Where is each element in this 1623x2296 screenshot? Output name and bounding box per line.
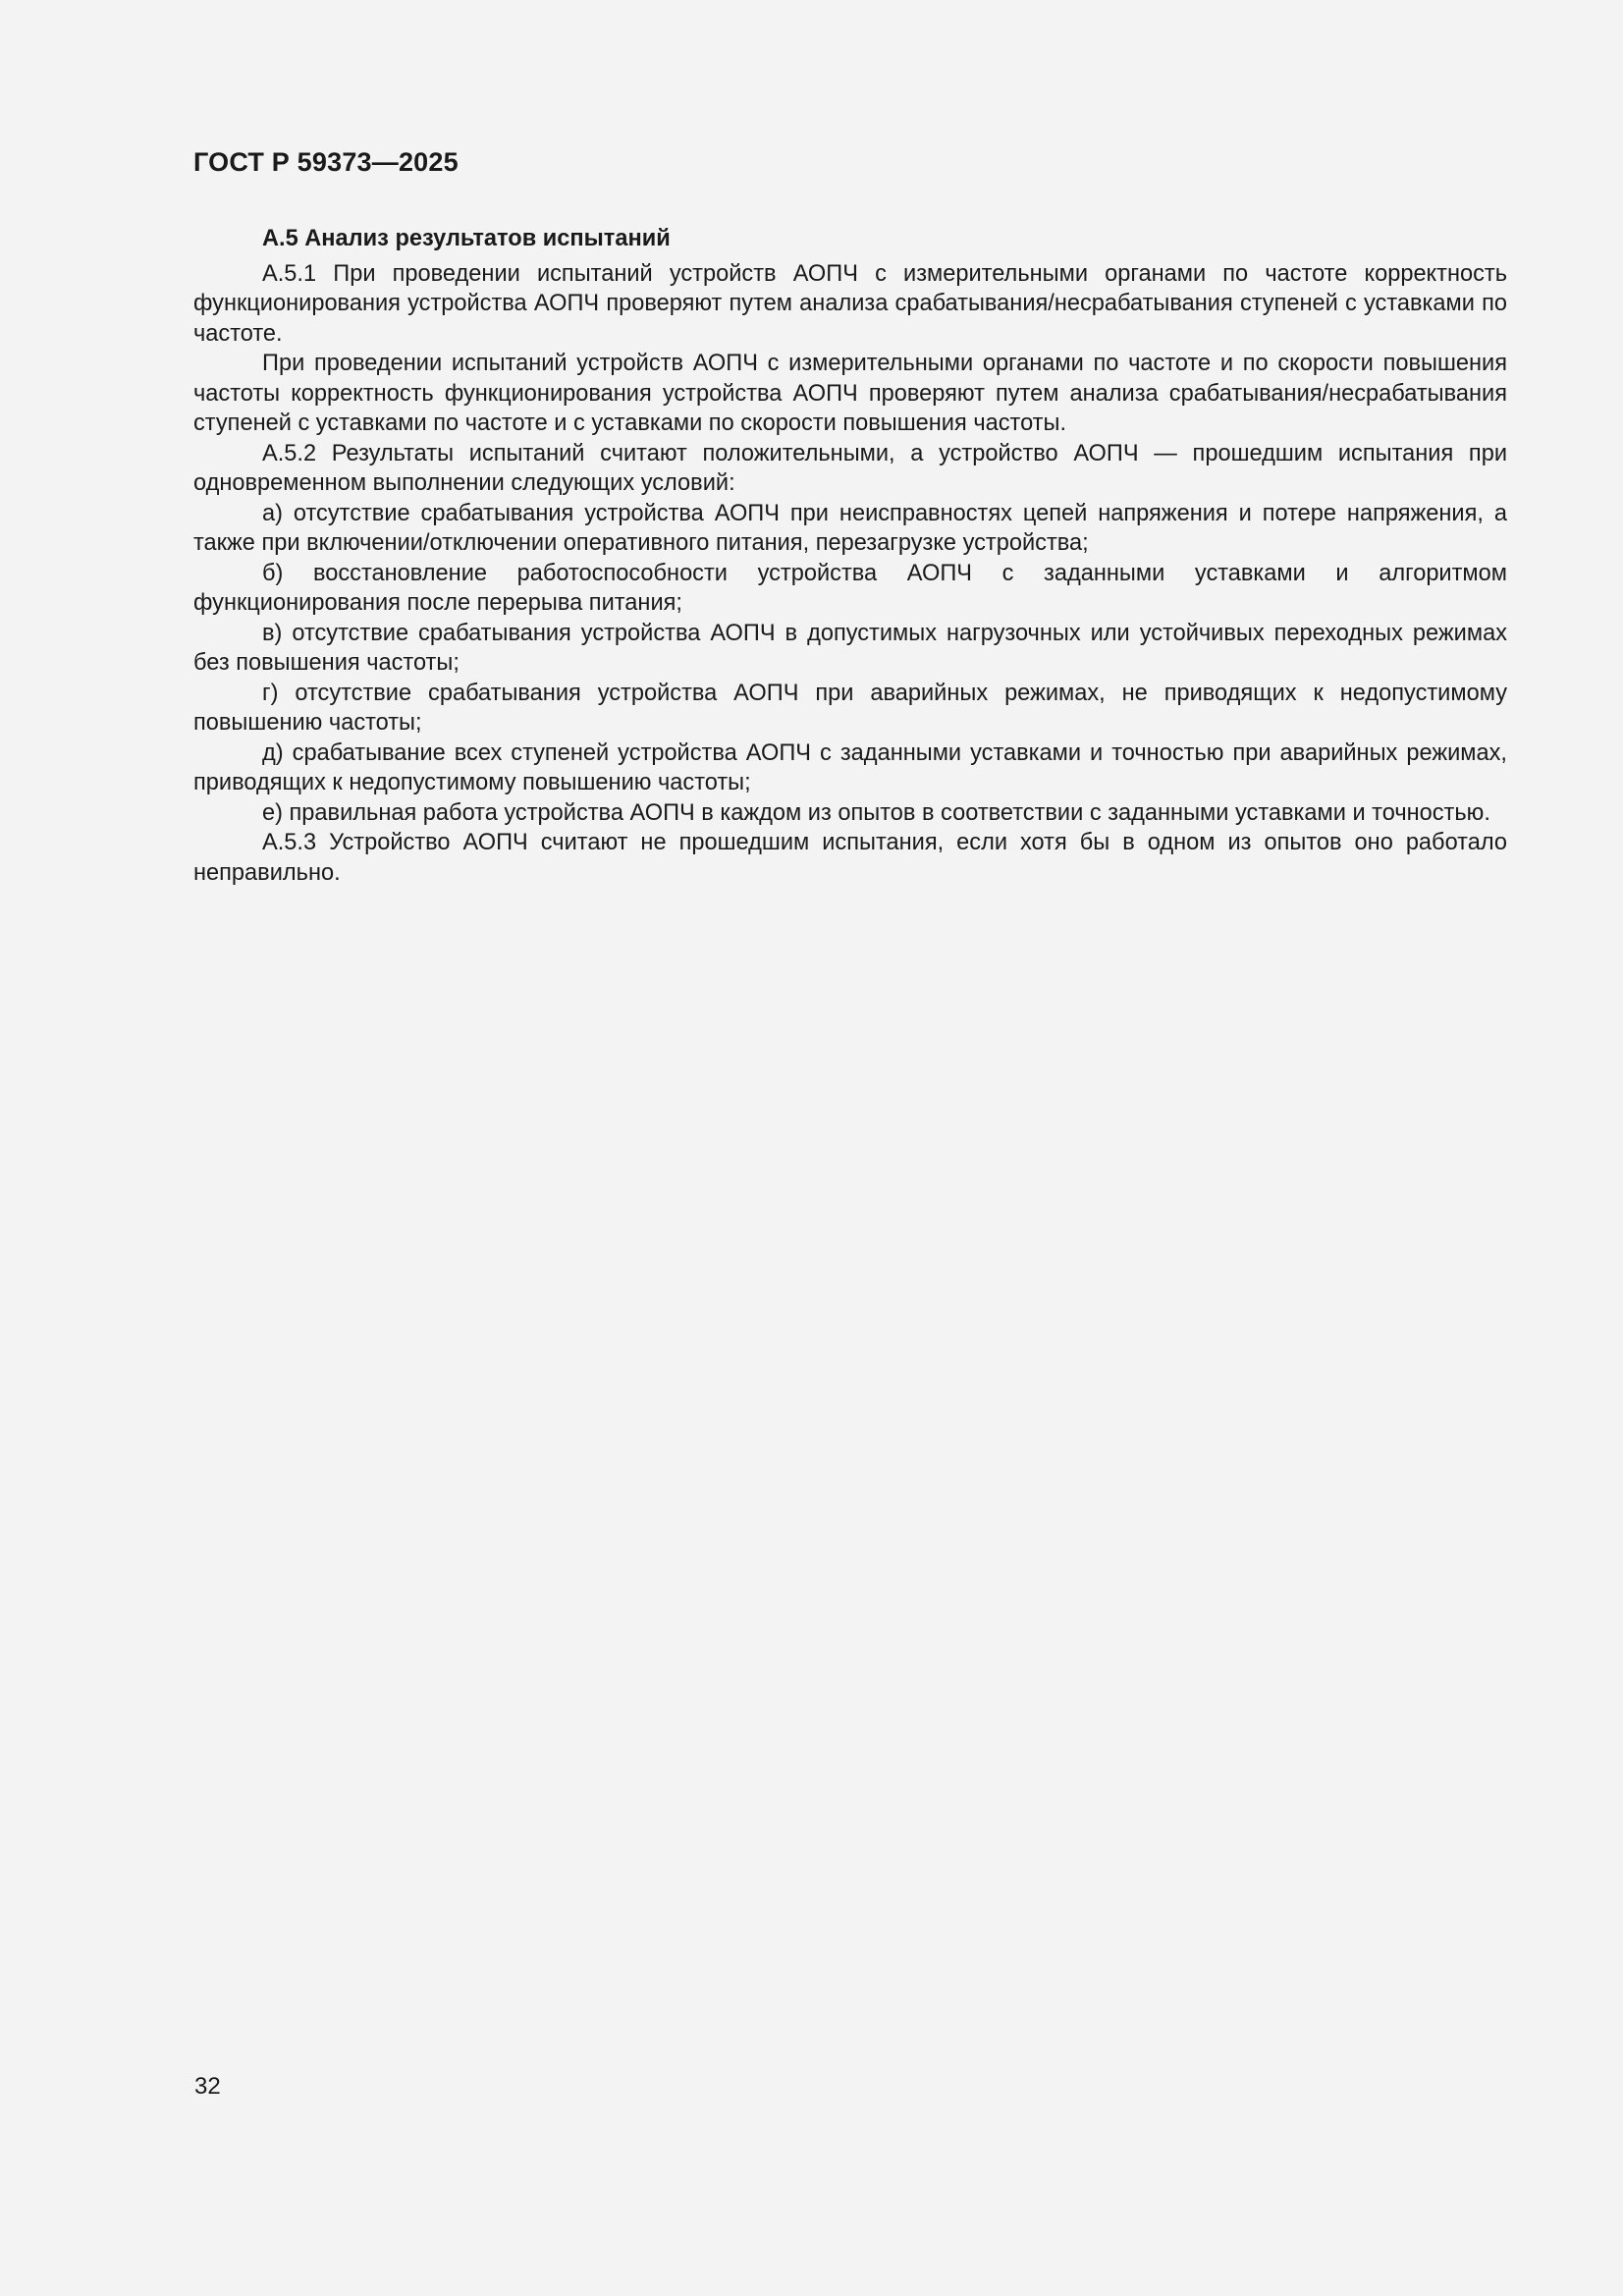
page-number: 32 (194, 2073, 221, 2100)
list-item-g: г) отсутствие срабатывания устройства АОПЧ при аварийных режимах, не приводящих к недопустимому повышению частоты; (193, 680, 1507, 736)
list-item-a: а) отсутствие срабатывания устройства АОПЧ при неисправностях цепей напряжения и потере напряжения, а также при включении/отключении оперативного питания, перезагрузке устройства; (193, 500, 1507, 556)
paragraph-a53: А.5.3 Устройство АОПЧ считают не прошедшим испытания, если хотя бы в одном из опытов оно работало неправильно. (193, 830, 1507, 886)
list-item-d: д) срабатывание всех ступеней устройства АОПЧ с заданными уставками и точностью при аварийных режимах, приводящих к недопустимому повышению частоты; (193, 739, 1507, 795)
paragraph-a52: А.5.2 Результаты испытаний считают положительными, а устройство АОПЧ — прошедшим испытания при одновременном выполнении следующих условий: (193, 440, 1507, 496)
list-item-b: б) восстановление работоспособности устройства АОПЧ с заданными уставками и алгоритмом функционирования после перерыва питания; (193, 560, 1507, 616)
section-content (193, 224, 1507, 888)
list-item-v: в) отсутствие срабатывания устройства АОПЧ в допустимых нагрузочных или устойчивых переходных режимах без повышения частоты; (193, 620, 1507, 676)
section-title: А.5 Анализ результатов испытаний (262, 226, 671, 251)
list-item-e: е) правильная работа устройства АОПЧ в каждом из опытов в соответствии с заданными уставками и точностью. (262, 799, 1490, 826)
document-header: ГОСТ Р 59373—2025 (193, 147, 459, 177)
paragraph-a51-speed: При проведении испытаний устройств АОПЧ с измерительными органами по частоте и по скорости повышения частоты корректность функционирования устройства АОПЧ проверяют путем анализа срабатывания/несрабатывания ступеней с уставками по частоте и с уставками по скорости повышения частоты. (193, 351, 1507, 436)
paragraph-a51: А.5.1 При проведении испытаний устройств АОПЧ с измерительными органами по частоте корректность функционирования устройства АОПЧ проверяют путем анализа срабатывания/несрабатывания ступеней с уставками по частоте. (193, 260, 1507, 347)
